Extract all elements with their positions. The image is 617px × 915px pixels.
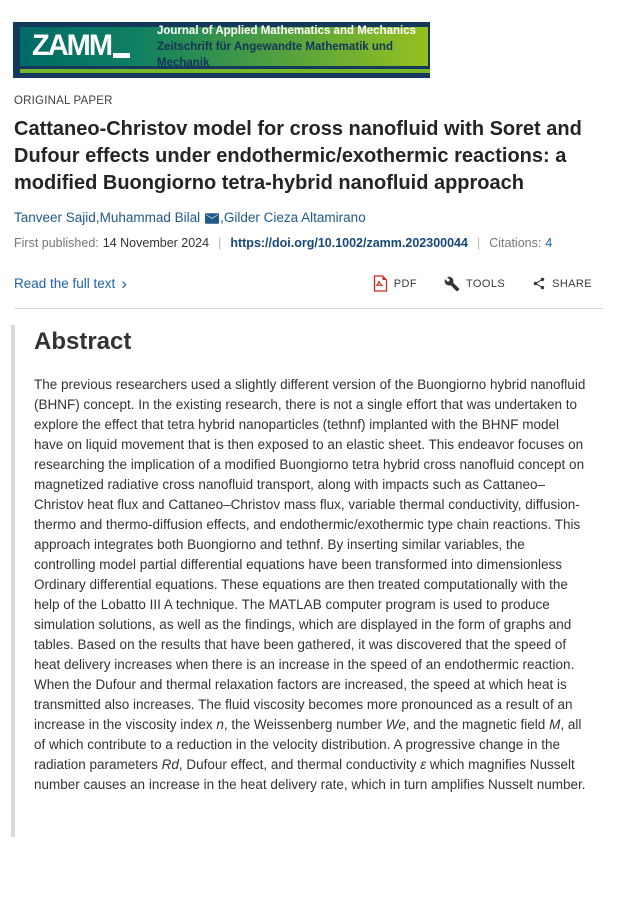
- journal-name-german: Zeitschrift für Angewandte Mathematik und Mechanik: [156, 40, 393, 69]
- abstract-heading: Abstract: [34, 328, 132, 355]
- citations-count-link[interactable]: 4: [545, 236, 553, 250]
- section-divider: [14, 308, 603, 309]
- first-published-label: First published:: [14, 236, 99, 250]
- tools-button[interactable]: [444, 276, 505, 292]
- abstract-paragraph: The previous researchers used a slightly different version of the Buongiorno hybrid nanofluid (BHNF) concept. In the existing research, there is not a single effort that was undertaken to explore the effect that tetra hybrid nanoparticles (tethnf) implanted with the BHNF model have on liquid movement that is then exposed to an elastic sheet. This endeavor focuses on researching the implication of a modified Buongiorno tetra hybrid cross nanofluid concept on magnetized radiative cross nanofluid transport, along with impacts such as Cattaneo–Christov heat flux and Cattaneo–Christov mass flux, variable thermal conductivity, diffusion-thermo and thermo-diffusion effects, and endothermic/exothermic type chain reactions. This approach integrates both Buongiorno and tethnf. By inserting similar variables, the controlling model partial differential equations have been transformed into dimensionless Ordinary differential equations. These equations are then treated computationally with the help of the Lobatto III A technique. The MATLAB computer program is used to produce simulation solutions, as well as the findings, which are displayed in the form of graphs and tables. Based on the results that have been gathered, it was discovered that the speed of heat delivery increases when there is an increase in the speed of an endothermic reaction. When the Dufour and thermal relaxation factors are increased, the speed at which heat is transmitted also increases. The fluid viscosity becomes more pronounced as a result of an increase in the viscosity index n, the Weissenberg number We, and the magnetic field M, all of which contribute to a reduction in the velocity distribution. A progressive change in the radiation parameters Rd, Dufour effect, and thermal conductivity ε which magnifies Nusselt number causes an increase in the heat delivery rate, which in turn amplifies Nusselt number.: [34, 377, 586, 792]
- separator-pipe: |: [218, 236, 222, 250]
- author-link[interactable]: Muhammad Bilal: [99, 210, 201, 225]
- journal-name-english: Journal of Applied Mathematics and Mechanics: [156, 24, 416, 37]
- author-link[interactable]: Tanveer Sajid: [14, 210, 96, 225]
- zamm-logo-underscore: [113, 53, 130, 58]
- author-separator: ,: [95, 210, 100, 225]
- article-header-content: [0, 95, 617, 837]
- read-full-text-label: Read the full text: [14, 276, 116, 291]
- author-separator: ,: [220, 210, 224, 225]
- banner-navy-bottom-stripe: [20, 73, 428, 78]
- share-button[interactable]: [532, 276, 592, 291]
- share-button-label: SHARE: [552, 277, 592, 290]
- article-title: Cattaneo-Christov model for cross nanofluid with Soret and Dufour effects under endothermic/exothermic reactions: a modified Buongiorno tetra-hybrid nanofluid approach: [14, 118, 582, 194]
- share-icon: [532, 276, 546, 291]
- journal-banner-gradient: [20, 24, 428, 69]
- journal-banner[interactable]: [13, 22, 430, 78]
- tools-button-label: TOOLS: [466, 277, 506, 290]
- doi-link[interactable]: https://doi.org/10.1002/zamm.202300044: [230, 236, 468, 250]
- first-published-date: 14 November 2024: [102, 236, 210, 250]
- chevron-right-icon: ›: [121, 274, 127, 293]
- separator-pipe: |: [476, 236, 481, 250]
- journal-names: [157, 23, 428, 71]
- paper-type-label: ORIGINAL PAPER: [14, 95, 113, 107]
- author-list: [14, 210, 603, 225]
- abstract-section: [11, 325, 603, 837]
- action-toolbar: [14, 275, 603, 292]
- zamm-logo-text: ZAMM: [32, 29, 111, 63]
- publication-info-line: [14, 236, 603, 250]
- envelope-icon[interactable]: [205, 213, 219, 224]
- pdf-button[interactable]: [373, 275, 417, 292]
- read-full-text-link[interactable]: [14, 276, 127, 291]
- zamm-logo: [32, 29, 130, 63]
- citations-label: Citations:: [489, 236, 542, 250]
- wrench-icon: [444, 276, 460, 292]
- toolbar-buttons: [373, 275, 592, 292]
- author-link[interactable]: Gilder Cieza Altamirano: [223, 210, 366, 225]
- pdf-button-label: PDF: [393, 277, 417, 290]
- pdf-file-icon: [373, 275, 388, 292]
